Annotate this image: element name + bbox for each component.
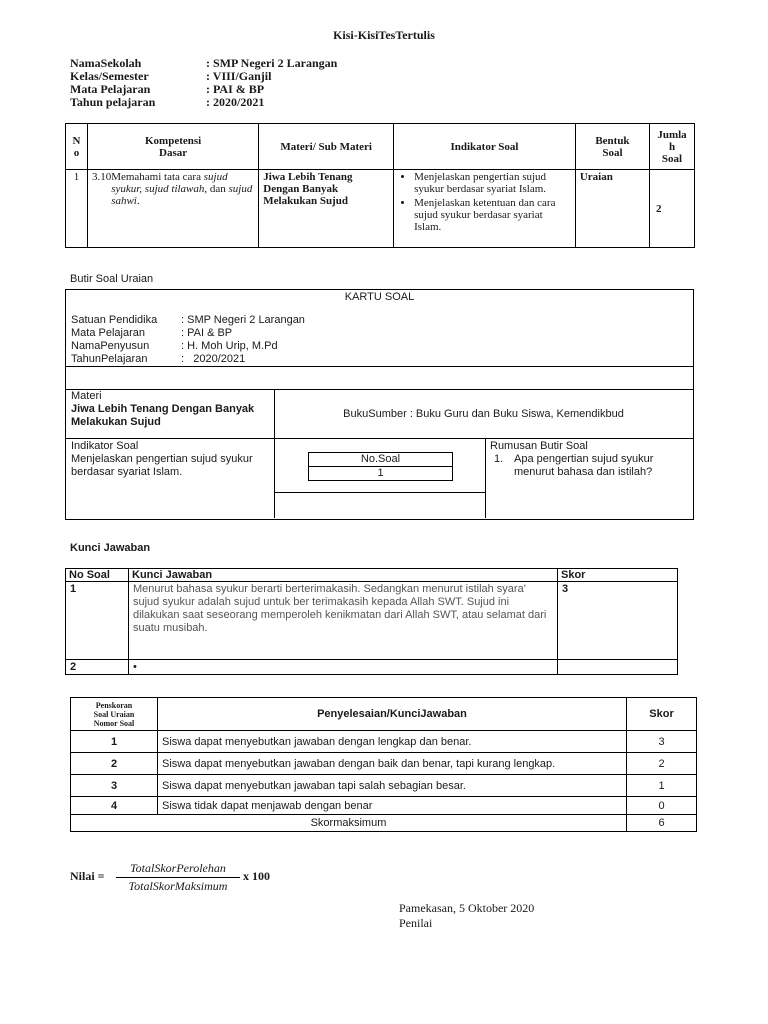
header-label: Mata Pelajaran	[70, 82, 151, 96]
kisi-header-kd: Kompetensi Dasar	[87, 124, 258, 170]
formula-multiplier: x 100	[243, 869, 270, 883]
kisi-header-row	[66, 124, 695, 170]
no-soal-value: 1	[377, 467, 384, 479]
kartu-info-label: TahunPelajaran	[71, 353, 148, 365]
kunci-header-jawaban: Kunci Jawaban	[129, 569, 558, 582]
kd-number: 3.10	[91, 171, 112, 183]
kisi-jumlah: 2	[650, 170, 695, 248]
pensk-desc: Siswa dapat menyebutkan jawaban tapi salah sebagian besar.	[158, 775, 627, 797]
kartu-soal	[65, 289, 694, 520]
kartu-info-label: Mata Pelajaran	[71, 327, 145, 339]
signature-role: Penilai	[399, 916, 433, 930]
kunci-no: 1	[66, 582, 129, 660]
rumusan-num: 1.	[494, 453, 504, 465]
kunci-jawaban: Menurut bahasa syukur berarti berterimakasih. Sedangkan menurut istilah syara' sujud syukur adalah sujud untuk ber terimakasih kepada Allah SWT. Sujud ini dilakukan saat seseorang memperoleh kenikmatan dari Allah SWT, atau selamat dari suatu musibah.	[129, 582, 558, 660]
indikator-item: • Menjelaskan ketentuan dan cara sujud syukur berdasar syariat Islam.	[414, 197, 571, 233]
kd-text: Memahami tata cara sujud syukur, sujud tilawah, dan sujud sahwi.	[111, 171, 253, 207]
kisi-table	[65, 123, 695, 248]
signature-place-date: Pamekasan, 5 Oktober 2020	[399, 901, 535, 915]
buku-sumber: BukuSumber : Buku Guru dan Buku Siswa, Kemendikbud	[343, 408, 624, 420]
kunci-header-no: No Soal	[66, 569, 129, 582]
kartu-info-value: : 2020/2021	[181, 353, 246, 365]
formula-fraction	[116, 861, 240, 894]
header-value: : PAI & BP	[206, 82, 265, 96]
indikator-value: Menjelaskan pengertian sujud syukur berdasar syariat Islam.	[71, 453, 253, 478]
kisi-header-no: N o	[66, 124, 88, 170]
kisi-indikator	[394, 170, 576, 248]
formula-label: Nilai =	[70, 869, 105, 883]
pensk-row	[71, 797, 697, 815]
kunci-jawaban: •	[129, 660, 558, 675]
pensk-skor: 3	[627, 731, 697, 753]
kd-italic: sujud syukur, sujud tilawah,	[111, 171, 228, 195]
kunci-skor: 3	[558, 582, 678, 660]
kunci-row	[66, 582, 678, 660]
kisi-header-indikator: Indikator Soal	[394, 124, 576, 170]
kartu-info	[71, 314, 305, 366]
divider	[274, 492, 485, 493]
divider	[66, 366, 693, 367]
indikator-item: • Menjelaskan pengertian sujud syukur berdasar syariat Islam.	[414, 171, 571, 195]
kisi-kd	[87, 170, 258, 248]
kunci-skor	[558, 660, 678, 675]
pensk-desc: Siswa dapat menyebutkan jawaban dengan baik dan benar, tapi kurang lengkap.	[158, 753, 627, 775]
butir-label: Butir Soal Uraian	[70, 273, 154, 285]
pensk-total-label: Skormaksimum	[71, 815, 627, 832]
kisi-header-jumlah: Jumla h Soal	[650, 124, 695, 170]
pensk-header-skor: Skor	[627, 698, 697, 731]
header-label: NamaSekolah	[70, 56, 142, 70]
no-soal-box	[308, 452, 453, 481]
pensk-skor: 0	[627, 797, 697, 815]
indikator-label: Indikator Soal	[71, 440, 139, 452]
header-value: : VIII/Ganjil	[206, 69, 272, 83]
penskoran-table	[70, 697, 697, 832]
kisi-header-bentuk: Bentuk Soal	[575, 124, 649, 170]
kunci-no: 2	[66, 660, 129, 675]
pensk-no: 4	[71, 797, 158, 815]
header-label: Tahun pelajaran	[70, 95, 156, 109]
rumusan-item	[494, 453, 689, 479]
divider	[66, 438, 693, 439]
pensk-skor: 2	[627, 753, 697, 775]
kisi-row	[66, 170, 695, 248]
pensk-no: 3	[71, 775, 158, 797]
rumusan-value: Apa pengertian sujud syukur menurut bahasa dan istilah?	[514, 453, 654, 478]
pensk-row	[71, 731, 697, 753]
divider	[66, 389, 693, 390]
kisi-no: 1	[66, 170, 88, 248]
kunci-title: Kunci Jawaban	[70, 542, 151, 554]
kartu-info-label: Satuan Pendidika	[71, 314, 158, 326]
pensk-total-value: 6	[627, 815, 697, 832]
pensk-total-row	[71, 815, 697, 832]
pensk-no: 1	[71, 731, 158, 753]
kunci-header-skor: Skor	[558, 569, 678, 582]
rumusan-label: Rumusan Butir Soal	[490, 440, 588, 452]
formula-numerator: TotalSkorPerolehan	[116, 861, 240, 878]
kartu-title: KARTU SOAL	[344, 291, 415, 303]
kisi-materi: Jiwa Lebih Tenang Dengan Banyak Melakukan Sujud	[259, 170, 394, 248]
kd-text-main: Memahami tata cara	[111, 171, 201, 183]
pensk-skor: 1	[627, 775, 697, 797]
pensk-desc: Siswa dapat menyebutkan jawaban dengan lengkap dan benar.	[158, 731, 627, 753]
materi-label: Materi	[71, 390, 102, 402]
pensk-row	[71, 753, 697, 775]
kartu-info-value: : H. Moh Urip, M.Pd	[181, 340, 278, 352]
pensk-row	[71, 775, 697, 797]
header-value: : 2020/2021	[206, 95, 265, 109]
pensk-header-row	[71, 698, 697, 731]
divider	[485, 438, 486, 518]
page-title: Kisi-KisiTesTertulis	[333, 28, 435, 42]
kunci-header-row	[66, 569, 678, 582]
no-soal-label: No.Soal	[309, 453, 452, 467]
kartu-info-value: : PAI & BP	[181, 327, 233, 339]
kartu-info-value: : SMP Negeri 2 Larangan	[181, 314, 305, 326]
materi-value: Jiwa Lebih Tenang Dengan Banyak Melakukan Sujud	[71, 403, 255, 428]
formula-denominator: TotalSkorMaksimum	[128, 879, 228, 893]
header-value: : SMP Negeri 2 Larangan	[206, 56, 338, 70]
kunci-row	[66, 660, 678, 675]
kisi-header-materi: Materi/ Sub Materi	[259, 124, 394, 170]
kunci-table	[65, 568, 678, 675]
pensk-header-desc: Penyelesaian/KunciJawaban	[158, 698, 627, 731]
divider	[274, 438, 275, 518]
pensk-header-no: Penskoran Soal Uraian Nomor Soal	[71, 698, 158, 731]
kd-italic-2: sujud sahwi	[111, 183, 253, 207]
pensk-desc: Siswa tidak dapat menjawab dengan benar	[158, 797, 627, 815]
kd-and: dan	[209, 183, 226, 195]
kisi-bentuk: Uraian	[575, 170, 649, 248]
header-label: Kelas/Semester	[70, 69, 149, 83]
pensk-no: 2	[71, 753, 158, 775]
kartu-info-label: NamaPenyusun	[71, 340, 150, 352]
header-info	[70, 57, 337, 109]
